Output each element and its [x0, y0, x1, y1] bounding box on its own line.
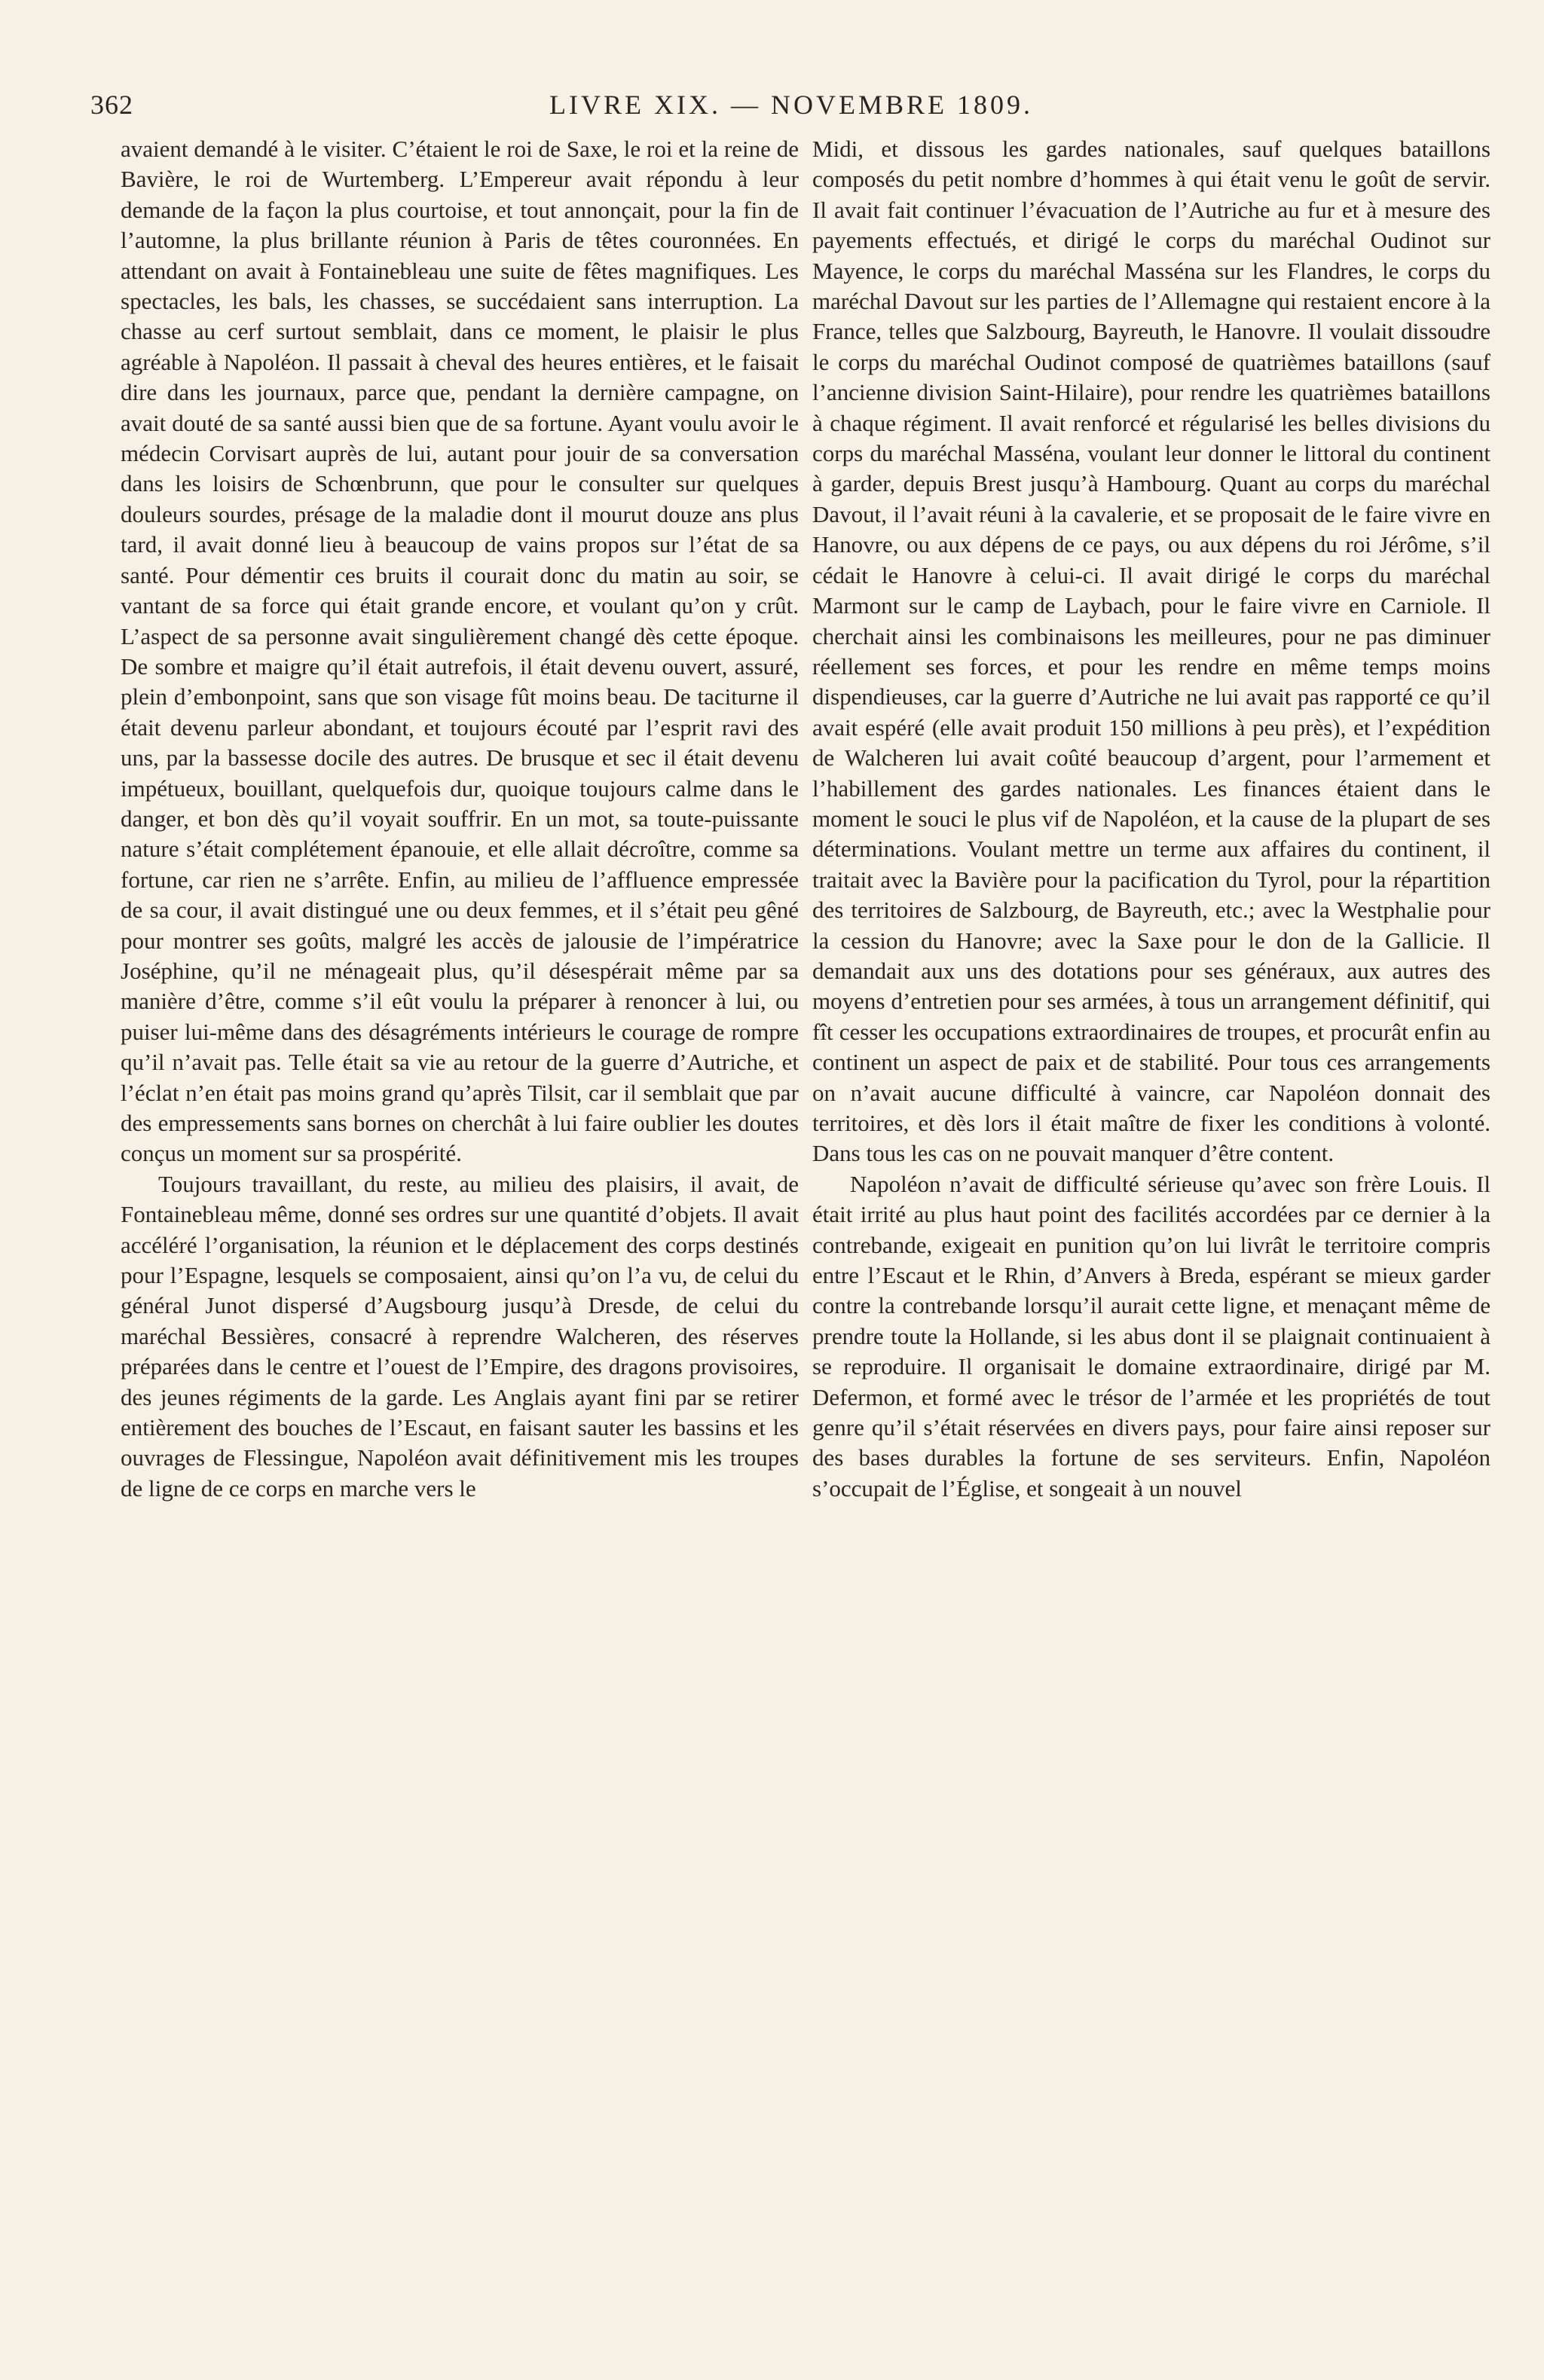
running-head [90, 89, 1462, 134]
chapter-header-title: LIVRE XIX. — NOVEMBRE 1809. [549, 90, 1033, 120]
page-number: 362 [90, 90, 133, 120]
left-paragraph-2: Toujours travaillant, du reste, au milieu des plaisirs, il avait, de Fontainebleau même, donné ses ordres sur une quantité d’objets. Il avait accéléré l’organisation, la réunion et le déplacement des corps destinés pour l’Espagne, lesquels se composaient, ainsi qu’on l’a vu, de celui du général Junot dispersé d’Augsbourg jusqu’à Dresde, de celui du maréchal Bessières, consacré à reprendre Walcheren, des réserves préparées dans le centre et l’ouest de l’Empire, des dragons provisoires, des jeunes régiments de la garde. Les Anglais ayant fini par se retirer entièrement des bouches de l’Escaut, en faisant sauter les bassins et les ouvrages de Flessingue, Napoléon avait définitivement mis les troupes de ligne de ce corps en marche vers le [121, 1170, 799, 1502]
left-paragraph-1: avaient demandé à le visiter. C’étaient le roi de Saxe, le roi et la reine de Bavière, le roi de Wurtemberg. L’Empereur avait répondu à leur demande de la façon la plus courtoise, et tout annonçait, pour la fin de l’automne, la plus brillante réunion à Paris de têtes couronnées. En attendant on avait à Fontainebleau une suite de fêtes magnifiques. Les spectacles, les bals, les chasses, se succédaient sans interruption. La chasse au cerf surtout semblait, dans ce moment, le plaisir le plus agréable à Napoléon. Il passait à cheval des heures entières, et le faisait dire dans les journaux, parce que, pendant la dernière campagne, on avait douté de sa santé aussi bien que de sa fortune. Ayant voulu avoir le médecin Corvisart auprès de lui, autant pour jouir de sa conversation dans les loisirs de Schœnbrunn, que pour le consulter sur quelques douleurs sourdes, présage de la maladie dont il mourut douze ans plus tard, il avait donné lieu à beaucoup de vains propos sur l’état de sa santé. Pour démentir ces bruits il courait donc du matin au soir, se vantant de sa force qui était grande encore, et voulant qu’on y crût. L’aspect de sa personne avait singulièrement changé dès cette époque. De sombre et maigre qu’il était autrefois, il était devenu ouvert, assuré, plein d’embonpoint, sans que son visage fût moins beau. De taciturne il était devenu parleur abondant, et toujours écouté par l’esprit ravi des uns, par la bassesse docile des autres. De brusque et sec il était devenu impétueux, bouillant, quelquefois dur, quoique toujours calme dans le danger, et bon dès qu’il voyait souffrir. En un mot, sa toute-puissante nature s’était complétement épanouie, et elle allait décroître, comme sa fortune, car rien ne s’arrête. Enfin, au milieu de l’affluence empressée de sa cour, il avait distingué une ou deux femmes, et il s’était peu gêné pour montrer ses goûts, malgré les accès de jalousie de l’impératrice Joséphine, qu’il ne ménageait plus, qu’il désespérait même par sa manière d’être, comme s’il eût voulu la préparer à renoncer à lui, ou puiser lui-même dans des désagréments intérieurs le courage de rompre qu’il n’avait pas. Telle était sa vie au retour de la guerre d’Autriche, et l’éclat n’en était pas moins grand qu’après Tilsit, car il semblait que par des empressements sans bornes on cherchât à lui faire oublier les doutes conçus un moment sur sa prospérité. [121, 136, 799, 1167]
right-column [812, 134, 1490, 1504]
right-paragraph-1: Midi, et dissous les gardes nationales, sauf quelques bataillons composés du petit nombre d’hommes à qui était venu le goût de servir. Il avait fait continuer l’évacuation de l’Autriche au fur et à mesure des payements effectués, et dirigé le corps du maréchal Oudinot sur Mayence, le corps du maréchal Masséna sur les Flandres, le corps du maréchal Davout sur les parties de l’Allemagne qui restaient encore à la France, telles que Salzbourg, Bayreuth, le Hanovre. Il voulait dissoudre le corps du maréchal Oudinot composé de quatrièmes bataillons (sauf l’ancienne division Saint-Hilaire), pour rendre les quatrièmes bataillons à chaque régiment. Il avait renforcé et régularisé les belles divisions du corps du maréchal Masséna, voulant leur donner le littoral du continent à garder, depuis Brest jusqu’à Hambourg. Quant au corps du maréchal Davout, il l’avait réuni à la cavalerie, et se proposait de le faire vivre en Hanovre, ou aux dépens de ce pays, ou aux dépens du roi Jérôme, s’il cédait le Hanovre à celui-ci. Il avait dirigé le corps du maréchal Marmont sur le camp de Laybach, pour le faire vivre en Carniole. Il cherchait ainsi les combinaisons les meilleures, pour ne pas diminuer réellement ses forces, et pour les rendre en même temps moins dispendieuses, car la guerre d’Autriche ne lui avait pas rapporté ce qu’il avait espéré (elle avait produit 150 millions à peu près), et l’expédition de Walcheren lui avait coûté beaucoup d’argent, pour l’armement et l’habillement des gardes nationales. Les finances étaient dans le moment le souci le plus vif de Napoléon, et la cause de la plupart de ses déterminations. Voulant mettre un terme aux affaires du continent, il traitait avec la Bavière pour la pacification du Tyrol, pour la répartition des territoires de Salzbourg, de Bayreuth, etc.; avec la Westphalie pour la cession du Hanovre; avec la Saxe pour le don de la Gallicie. Il demandait aux uns des dotations pour ses généraux, aux autres des moyens d’entretien pour ses armées, à tous un arrangement définitif, qui fît cesser les occupations extraordinaires de troupes, et procurât enfin au continent un aspect de paix et de stabilité. Pour tous ces arrangements on n’avait aucune difficulté à vaincre, car Napoléon donnait des territoires, et dès lors il était maître de fixer les conditions à volonté. Dans tous les cas on ne pouvait manquer d’être content. [812, 136, 1490, 1167]
right-paragraph-2: Napoléon n’avait de difficulté sérieuse qu’avec son frère Louis. Il était irrité au plus haut point des facilités accordées par ce dernier à la contrebande, exigeait en punition qu’on lui livrât le territoire compris entre l’Escaut et le Rhin, d’Anvers à Breda, espérant se mieux garder contre la contrebande lorsqu’il aurait cette ligne, et menaçant même de prendre toute la Hollande, si les abus dont il se plaignait continuaient à se reproduire. Il organisait le domaine extraordinaire, dirigé par M. Defermon, et formé avec le trésor de l’armée et les propriétés de tout genre qu’il s’était réservées en divers pays, pour faire ainsi reposer sur des bases durables la fortune de ses serviteurs. Enfin, Napoléon s’occupait de l’Église, et songeait à un nouvel [812, 1170, 1490, 1502]
left-column [121, 134, 799, 1504]
